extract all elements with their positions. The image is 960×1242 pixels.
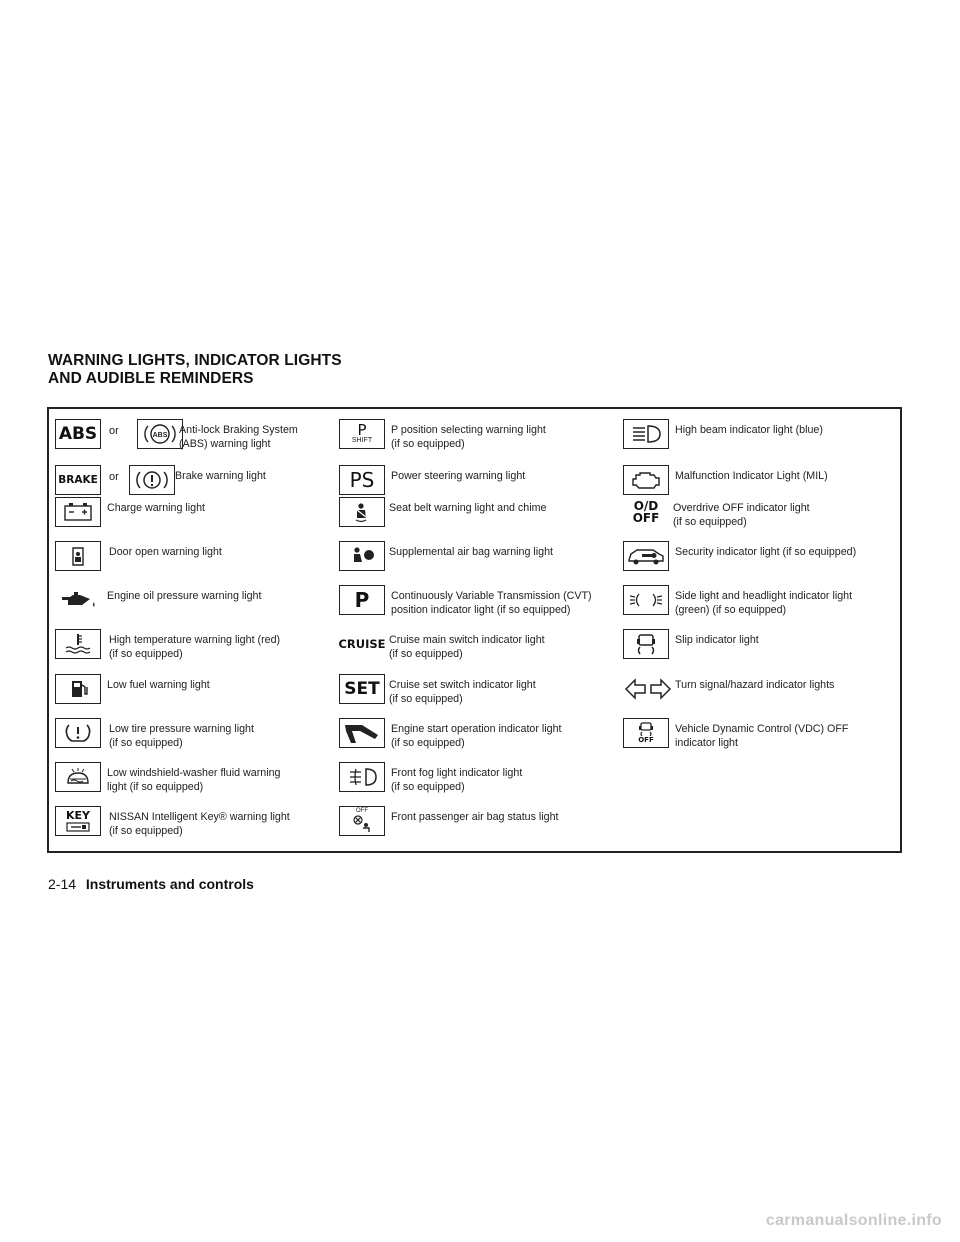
or-text: or <box>109 471 119 483</box>
intelligent-key-icon: KEY <box>55 806 101 836</box>
vdc-off-icon: OFF <box>623 718 669 748</box>
p-shift-icon: P SHIFT <box>339 419 385 449</box>
watermark: carmanualsonline.info <box>765 1212 942 1229</box>
air-bag-icon <box>339 541 385 571</box>
indicator-label: Cruise set switch indicator light (if so equipped) <box>389 679 536 705</box>
battery-icon <box>55 497 101 527</box>
brake-circle-icon <box>129 465 175 495</box>
fuel-pump-icon <box>55 674 101 704</box>
high-beam-icon <box>623 419 669 449</box>
washer-fluid-icon <box>55 762 101 792</box>
engine-start-icon <box>339 718 385 748</box>
abs-circle-icon <box>137 419 183 449</box>
indicator-label: Malfunction Indicator Light (MIL) <box>675 470 828 482</box>
indicator-label: Overdrive OFF indicator light (if so equipped) <box>673 502 810 528</box>
section-name: Instruments and controls <box>85 876 254 892</box>
indicator-label: Low fuel warning light <box>107 679 210 691</box>
indicator-label: Security indicator light (if so equipped) <box>675 546 857 558</box>
indicator-label: Side light and headlight indicator light (green) (if so equipped) <box>675 590 853 616</box>
indicator-label: Door open warning light <box>109 546 222 558</box>
tire-pressure-icon <box>55 718 101 748</box>
indicator-label: Turn signal/hazard indicator lights <box>675 679 835 691</box>
indicator-label: Seat belt warning light and chime <box>389 502 547 514</box>
seat-belt-icon <box>339 497 385 527</box>
indicator-label: P position selecting warning light (if so equipped) <box>391 424 546 450</box>
door-open-icon <box>55 541 101 571</box>
indicator-label: Brake warning light <box>175 470 266 482</box>
abs-circle-text: ABS <box>152 432 168 439</box>
passenger-airbag-off-icon: OFF <box>339 806 385 836</box>
indicator-label: Vehicle Dynamic Control (VDC) OFF indicator light <box>675 723 849 749</box>
indicator-label: Slip indicator light <box>675 634 759 646</box>
power-steering-icon: PS <box>339 465 385 495</box>
front-fog-icon <box>339 762 385 792</box>
indicator-label: Engine oil pressure warning light <box>107 590 262 602</box>
slip-icon <box>623 629 669 659</box>
od-off-icon: O/D OFF <box>623 497 669 527</box>
indicator-label: Front fog light indicator light (if so equipped) <box>391 767 523 793</box>
set-icon: SET <box>339 674 385 704</box>
turn-signal-icon <box>623 674 673 704</box>
engine-check-icon <box>623 465 669 495</box>
indicator-label: Low windshield-washer fluid warning light (if so equipped) <box>107 767 281 793</box>
side-light-icon <box>623 585 669 615</box>
page-footer <box>48 876 254 892</box>
page-number: 2-14 <box>48 876 77 892</box>
indicator-label: Continuously Variable Transmission (CVT) position indicator light (if so equipped) <box>391 590 592 616</box>
temperature-icon <box>55 629 101 659</box>
indicator-label: Supplemental air bag warning light <box>389 546 553 558</box>
cvt-p-icon: P <box>339 585 385 615</box>
indicator-label: High beam indicator light (blue) <box>675 424 823 436</box>
indicator-label: Low tire pressure warning light (if so equipped) <box>109 723 254 749</box>
security-car-icon <box>623 541 669 571</box>
indicator-label: NISSAN Intelligent Key® warning light (if so equipped) <box>109 811 290 837</box>
abs-icon: ABS <box>55 419 101 449</box>
or-text: or <box>109 425 119 437</box>
cruise-icon: CRUISE <box>339 629 385 659</box>
indicator-label: High temperature warning light (red) (if so equipped) <box>109 634 281 660</box>
indicator-label: Front passenger air bag status light <box>391 811 559 823</box>
indicator-label: Engine start operation indicator light (if so equipped) <box>391 723 562 749</box>
indicator-lights-panel <box>47 407 902 853</box>
indicator-label: Charge warning light <box>107 502 206 514</box>
oil-can-icon <box>55 585 101 615</box>
indicator-label: Anti-lock Braking System (ABS) warning light <box>179 424 298 450</box>
section-title: WARNING LIGHTS, INDICATOR LIGHTS AND AUDIBLE REMINDERS <box>48 352 342 387</box>
indicator-label: Cruise main switch indicator light (if so equipped) <box>389 634 545 660</box>
brake-text-icon: BRAKE <box>55 465 101 495</box>
indicator-label: Power steering warning light <box>391 470 526 482</box>
